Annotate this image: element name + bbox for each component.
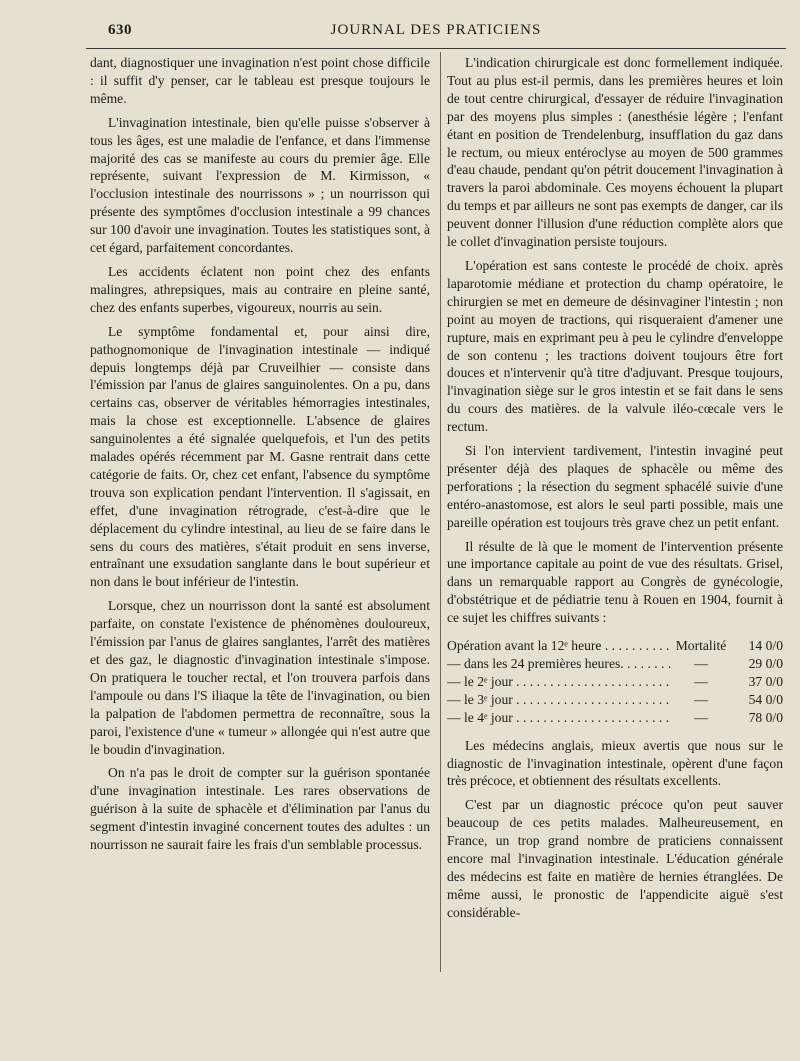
paragraph: L'opération est sans conteste le procédé de choix. après laparotomie médiane et protection du champ opératoire, le chirurgien se met en demeure de désinvaginer l'intestin ; non point au moyen de tractions, qui risqueraient d'amener une rupture, mais en exprimant peu à peu le cylindre d'enveloppe de son contenu ; les tractions doivent toujours être fort douces et n'intervenir qu'à titre d'adjuvant. Presque toujours, l'invagination siège sur le gros intestin et se fait dans le sens du cours des matières. de la valvule iléo-cœcale vers le rectum. <box>447 257 783 435</box>
table-row <box>447 673 783 691</box>
page-number: 630 <box>108 22 132 38</box>
row-label: — dans les 24 premières heures. . . . <box>447 655 673 673</box>
paragraph: Il résulte de là que le moment de l'intervention présente une importance capitale au point de vue des résultats. Grisel, dans un remarquable rapport au Congrès de gynécologie, d'obstétrique et de pédiatrie tenu à Rouen en 1904, fournit à ce sujet les chiffres suivants : <box>447 538 783 626</box>
paragraph: Les accidents éclatent non point chez des enfants malingres, athrepsiques, mais au contraire en pleine santé, chez des enfants superbes, vigoureux, nourris au sein. <box>90 263 430 315</box>
row-value: 14 0/0 <box>748 638 783 654</box>
row-label: — le 3ᵉ jour . . . <box>447 691 673 709</box>
table-row <box>447 655 783 673</box>
paragraph: On n'a pas le droit de compter sur la guérison spontanée d'une invagination intestinale. Les rares observations de guérison à la suite de sphacèle et d'élimination par l'anus du segment d'intestin invaginé concernent toutes des adultes : un nourrisson ne saurait faire les frais d'un semblable processus. <box>90 765 430 853</box>
left-column <box>90 54 430 854</box>
row-value: 29 0/0 <box>748 656 783 671</box>
row-label: Opération avant la 12ᵉ heure . . . <box>447 637 673 655</box>
right-column <box>447 54 783 922</box>
journal-title: JOURNAL DES PRATICIENS <box>330 22 542 38</box>
paragraph: Le symptôme fondamental et, pour ainsi dire, pathognomonique de l'invagination intestinale — indiqué depuis longtemps déjà par Cruveilhier — consiste dans l'émission par l'anus de glaires sanguinolentes. On a pu, dans certains cas, observer de véritables hémorragies intestinales, mais la chose est exceptionnelle. L'absence de glaires sanguinolentes a été signalée quelquefois, et l'un des petits malades opérés récemment par M. Gasne rentrait dans cette catégorie de faits. Or, chez cet enfant, l'absence du symptôme trouva son explication pendant l'intervention. Il s'agissait, en effet, d'une invagination rétrograde, c'est-à-dire que le déplacement du cylindre intestinal, au lieu de se faire dans le sens du cours des matières, s'était produit en sens inverse, entraînant une exsudation sanglante dans le bout supérieur et non dans le bout inférieur de l'intestin. <box>90 323 430 590</box>
row-mid: — <box>694 691 708 707</box>
paragraph: L'indication chirurgicale est donc formellement indiquée. Tout au plus est-il permis, dans les premières heures et loin de tout centre chirurgical, d'essayer de réduire l'invagination par des moyens plus simples : (anesthésie légère ; l'enfant étant en position de Trendelenburg, insufflation du gaz dans le rectum, ou mieux entéroclyse au moyen de 500 grammes d'eau chaude, pendant qu'on pétrit doucement l'invagination à travers la paroi abdominale. Ces moyens échouent la plupart du temps et par ailleurs ne sont pas exempts de danger, car ils peuvent donner l'illusion d'une réduction complète alors que le collet d'invagination persiste toujours. <box>447 55 783 250</box>
row-mid: — <box>694 656 708 671</box>
row-label: — le 4ᵉ jour . . . <box>447 709 673 727</box>
paragraph: Lorsque, chez un nourrisson dont la santé est absolument parfaite, on constate l'existence de phénomènes douloureux, l'émission par l'anus de glaires sanglantes, l'arrêt des matières et des gaz, le diagnostic d'invagination intestinale s'impose. On pratiquera le toucher rectal, et l'on trouvera parfois dans l'ampoule ou dans l'S iliaque la tête de l'invagination, ou bien la palpation de l'abdomen permettra de reconnaître, sous la paroi, l'existence d'une « tumeur » allongée qui n'est autre que le boudin d'invagination. <box>90 598 430 757</box>
row-value: 78 0/0 <box>748 709 783 725</box>
paragraph: Si l'on intervient tardivement, l'intestin invaginé peut présenter déjà des plaques de sphacèle ou même des perforations ; la résection du segment sphacélé suivie d'une entéro-anastomose, est alors le seul parti possible, mais une pareille opération est toujours très grave chez un petit enfant. <box>447 443 783 530</box>
column-divider <box>440 52 441 972</box>
table-row <box>447 637 783 655</box>
row-mid: — <box>694 709 708 725</box>
paragraph: L'invagination intestinale, bien qu'elle puisse s'observer à tous les âges, est une maladie de l'enfance, et dans l'immense majorité des cas se manifeste au cours du premier âge. Elle représente, suivant l'expression de M. Kirmisson, « l'occlusion intestinale des nourrissons » ; un nourrisson qui présente des symptômes d'occlusion intestinale a 99 chances sur 100 d'avoir une invagination. Toutes les statistiques sont, à cet égard, parfaitement concordantes. <box>90 114 430 256</box>
row-label: — le 2ᵉ jour . . . <box>447 673 673 691</box>
row-value: 37 0/0 <box>748 673 783 689</box>
row-value: 54 0/0 <box>748 691 783 707</box>
page-header <box>86 16 786 49</box>
paragraph: Les médecins anglais, mieux avertis que nous sur le diagnostic de l'invagination intestinale, opèrent d'une façon très précoce, et obtiennent des résultats excellents. <box>447 737 783 789</box>
mortality-table <box>447 637 783 727</box>
paragraph: dant, diagnostiquer une invagination n'est point chose difficile : il suffit d'y penser, car le tableau est presque toujours le même. <box>90 55 430 106</box>
table-row <box>447 691 783 709</box>
table-row <box>447 709 783 727</box>
row-mid: — <box>694 673 708 689</box>
paragraph: C'est par un diagnostic précoce qu'on peut sauver beaucoup de ces petits malades. Malheureusement, en France, un trop grand nombre de praticiens connaissent encore mal l'invagination intestinale. L'éducation générale des médecins est faite en matière de hernies étranglées. De même aussi, le pronostic de l'appendicite aiguë s'est considérable- <box>447 797 783 920</box>
row-mid: Mortalité <box>675 638 727 654</box>
